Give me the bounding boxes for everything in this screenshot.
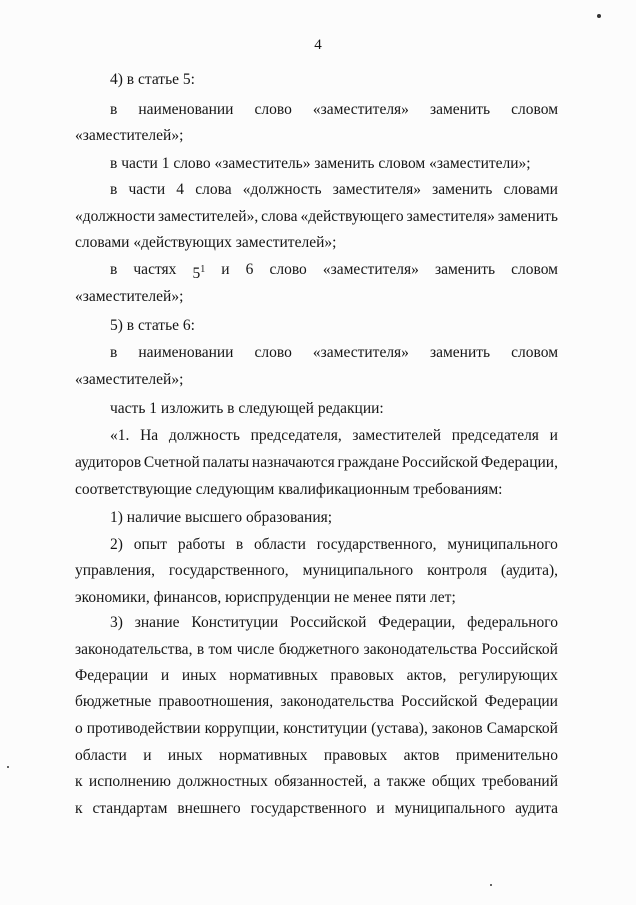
word: о <box>75 720 83 737</box>
word: иных <box>167 747 203 764</box>
word: актов <box>403 747 440 764</box>
text-line: 1) наличие высшего образования; <box>110 509 333 526</box>
scan-speck <box>597 14 601 18</box>
text-line: в части 1 слово «заместитель» заменить словом «заместители»; <box>110 155 531 172</box>
word: Федерации <box>484 693 558 710</box>
word: и <box>143 747 152 764</box>
word: области <box>254 536 306 553</box>
word: области <box>75 747 127 764</box>
word: Российской <box>481 641 558 658</box>
word: Российской <box>290 614 367 631</box>
word: правовых <box>330 667 394 684</box>
word: а <box>373 773 381 790</box>
text-line <box>75 772 558 792</box>
word: законодательства <box>363 641 478 658</box>
word: обязанностей, <box>274 773 368 790</box>
word: государственного, <box>168 562 289 579</box>
text-line: часть 1 изложить в следующей редакции: <box>110 400 384 417</box>
word: заменить <box>429 344 491 361</box>
word: аудиторов <box>75 454 142 471</box>
word: слова <box>195 181 232 198</box>
text-line <box>75 561 558 581</box>
word: «1. <box>110 427 130 444</box>
superscript: 1 <box>200 264 206 275</box>
word: «должности <box>75 208 156 225</box>
word: законодательства <box>280 693 394 710</box>
text-line <box>110 100 558 120</box>
word: муниципального <box>447 536 558 553</box>
word: законов <box>431 720 483 737</box>
word: государственного, <box>316 536 437 553</box>
word: иных <box>181 667 217 684</box>
word: нормативных <box>218 747 308 764</box>
word: муниципального <box>394 800 506 817</box>
word: наименовании <box>138 344 234 361</box>
scan-speck <box>490 884 492 886</box>
word: заместителей», <box>157 208 259 225</box>
word: палаты <box>202 454 250 471</box>
word: внешнего <box>177 800 241 817</box>
word: и <box>376 800 385 817</box>
word: заменить <box>497 208 558 225</box>
word: в <box>235 536 244 553</box>
word: и <box>221 261 230 278</box>
scan-speck <box>7 766 9 768</box>
word: заместителя» <box>332 181 421 198</box>
word: том <box>208 641 233 658</box>
word: председателя, <box>250 427 342 444</box>
word: бюджетного <box>278 641 360 658</box>
text-line: соответствующие следующим квалификационным требованиям: <box>75 481 503 498</box>
text-line <box>110 426 558 446</box>
word: стандартам <box>92 800 168 817</box>
word: граждане <box>337 454 400 471</box>
text-line: экономики, финансов, юриспруденции не менее пяти лет; <box>75 589 456 606</box>
word: «действующего <box>300 208 404 225</box>
word: и <box>160 667 170 684</box>
word: словом <box>511 101 558 118</box>
word: должность <box>168 427 240 444</box>
word: муниципального <box>302 562 414 579</box>
word: знание <box>134 614 180 631</box>
word: части <box>128 181 166 198</box>
page-number: 4 <box>314 37 322 53</box>
word: в <box>110 101 118 118</box>
word: аудита <box>515 800 558 817</box>
word: федерального <box>467 614 558 631</box>
word: $5^1$ <box>192 264 206 283</box>
word: в <box>110 344 118 361</box>
text-line <box>75 207 558 227</box>
word: регулирующих <box>458 667 558 684</box>
word: Конституции <box>191 614 279 631</box>
word: наименовании <box>138 101 234 118</box>
word: 2) <box>110 536 123 553</box>
text-line: 4) в статье 5: <box>110 71 195 88</box>
word: слово <box>254 344 292 361</box>
word: заменить <box>432 181 493 198</box>
word: актов, <box>406 667 447 684</box>
word: и <box>549 427 558 444</box>
text-line <box>75 666 558 686</box>
word: слово <box>269 261 307 278</box>
word: законодательства, <box>75 641 193 658</box>
word: Российской <box>401 454 479 471</box>
word: словом <box>511 261 558 278</box>
text-line <box>75 640 558 660</box>
word: применительно <box>455 747 558 764</box>
text-line <box>75 746 558 766</box>
word: требований <box>481 773 558 790</box>
word: должностных <box>177 773 268 790</box>
text-line: 5) в статье 6: <box>110 317 195 334</box>
text-line <box>110 260 558 284</box>
word: также <box>386 773 426 790</box>
word: «заместителя» <box>312 344 409 361</box>
word: Счетной <box>143 454 200 471</box>
word: Федерации, <box>378 614 456 631</box>
word: «заместителя» <box>312 101 409 118</box>
text-line <box>110 535 558 555</box>
word: контроля <box>427 562 487 579</box>
word: в <box>110 261 118 278</box>
word: «заместителя» <box>322 261 419 278</box>
text-line <box>75 799 558 819</box>
word: словами <box>503 181 558 198</box>
word: заместителя» <box>406 208 495 225</box>
word: опыт <box>133 536 167 553</box>
word: назначаются <box>251 454 335 471</box>
word: работы <box>177 536 226 553</box>
word: исполнению <box>88 773 172 790</box>
word: в <box>196 641 205 658</box>
word: общих <box>431 773 476 790</box>
word: в <box>110 181 118 198</box>
word: правоотношения, <box>158 693 274 710</box>
word: (устава), <box>371 720 428 737</box>
text-line: «заместителей»; <box>75 371 184 388</box>
word: государственного <box>250 800 367 817</box>
text-line: «заместителей»; <box>75 127 184 144</box>
word: к <box>75 773 83 790</box>
word: коррупции, <box>204 720 280 737</box>
word: Российской <box>401 693 478 710</box>
word: числе <box>236 641 275 658</box>
text-line <box>75 719 558 739</box>
word: слова <box>261 208 298 225</box>
text-line <box>75 453 558 473</box>
word: заменить <box>434 261 496 278</box>
word: нормативных <box>229 667 318 684</box>
text-line: словами «действующих заместителей»; <box>75 234 337 251</box>
word: 3) <box>110 614 123 631</box>
word: словом <box>511 344 558 361</box>
text-line <box>75 692 558 712</box>
word: На <box>140 427 159 444</box>
text-line <box>110 180 558 200</box>
text-line <box>110 613 558 633</box>
word: правовых <box>323 747 388 764</box>
word: противодействии <box>86 720 201 737</box>
word: 6 <box>245 261 254 278</box>
word: слово <box>254 101 292 118</box>
word: частях <box>133 261 177 278</box>
word: управления, <box>75 562 155 579</box>
word: Самарской <box>486 720 558 737</box>
word: бюджетные <box>75 693 152 710</box>
word: Федерации, <box>480 454 558 471</box>
word: (аудита), <box>500 562 558 579</box>
word: 4 <box>176 181 185 198</box>
word: заместителей <box>352 427 441 444</box>
text-line: «заместителей»; <box>75 288 184 305</box>
word: заменить <box>429 101 491 118</box>
word: к <box>75 800 83 817</box>
word: Федерации <box>75 667 149 684</box>
word: «должность <box>242 181 322 198</box>
word: председателя <box>451 427 539 444</box>
word: конституции <box>283 720 368 737</box>
text-line <box>110 343 558 363</box>
